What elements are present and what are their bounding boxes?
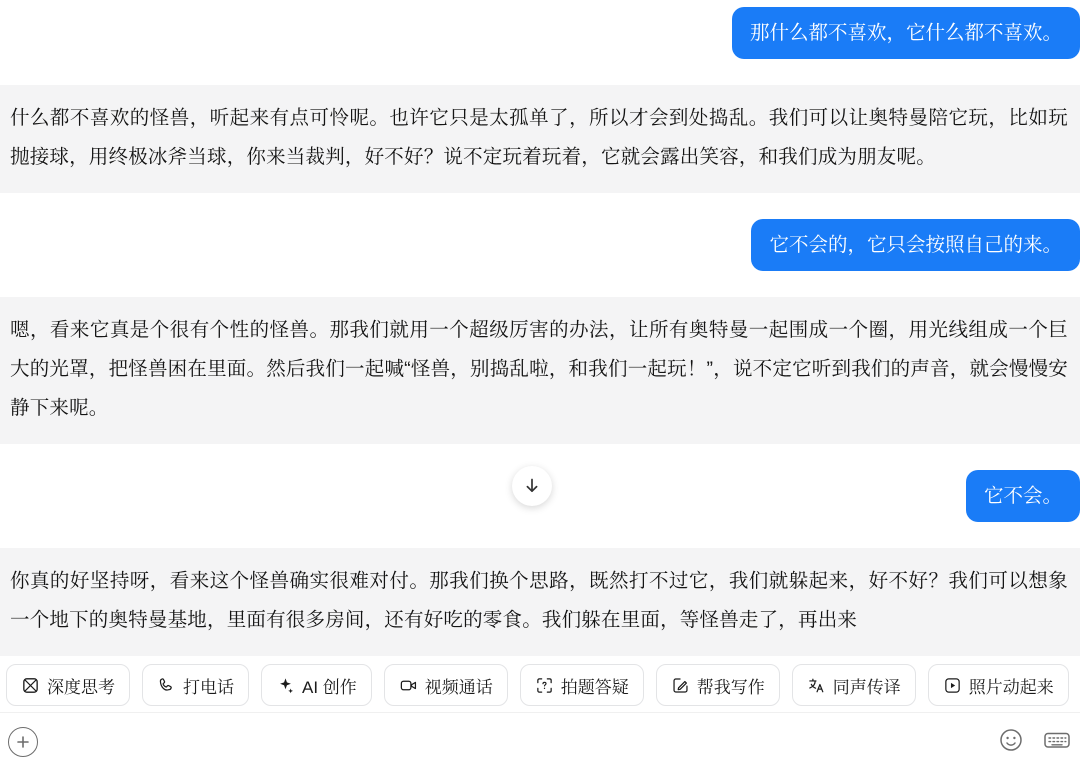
arrow-down-icon [522, 476, 542, 496]
chip-phone-call[interactable] [142, 664, 249, 706]
user-message-bubble: 它不会。 [966, 470, 1080, 522]
spacer [0, 0, 1080, 7]
deep-think-icon [21, 676, 40, 695]
chip-label: 拍题答疑 [560, 677, 629, 697]
spacer [0, 522, 1080, 548]
chip-video-call[interactable] [384, 664, 508, 706]
chip-translate[interactable] [792, 664, 916, 706]
message-row-assistant [0, 85, 1080, 193]
message-row-assistant [0, 297, 1080, 444]
user-message-bubble: 那什么都不喜欢，它什么都不喜欢。 [732, 7, 1080, 59]
scroll-to-bottom-button[interactable] [512, 466, 552, 506]
chip-scan-question[interactable] [520, 664, 644, 706]
chip-label: 帮我写作 [696, 677, 765, 697]
spacer [0, 271, 1080, 297]
assistant-message-bubble: 你真的好坚持呀，看来这个怪兽确实很难对付。那我们换个思路，既然打不过它，我们就躲起来，好不好？我们可以想象一个地下的奥特曼基地，里面有很多房间，还有好吃的零食。我们躲在里面，等怪兽走了，再出来 [0, 548, 1080, 656]
chip-label: 照片动起来 [968, 677, 1054, 697]
keyboard-icon[interactable] [1042, 725, 1072, 755]
spacer [0, 193, 1080, 219]
chip-label: 同声传译 [832, 677, 901, 697]
chip-photo-animate[interactable] [928, 664, 1069, 706]
emoji-icon[interactable] [996, 725, 1026, 755]
scan-question-icon [535, 676, 554, 695]
chip-label: 视频通话 [424, 677, 493, 697]
chip-label: 深度思考 [47, 677, 115, 697]
message-row-user [0, 7, 1080, 59]
message-row-assistant [0, 548, 1080, 656]
video-call-icon [399, 676, 418, 695]
chip-help-write[interactable] [656, 664, 780, 706]
sparkle-icon [276, 676, 295, 695]
phone-icon [157, 676, 176, 695]
spacer [0, 444, 1080, 470]
chip-label: 打电话 [183, 677, 234, 697]
user-message-bubble: 它不会的，它只会按照自己的来。 [751, 219, 1080, 271]
chip-deep-think[interactable] [6, 664, 130, 706]
add-icon[interactable] [8, 727, 38, 757]
assistant-message-bubble: 嗯，看来它真是个很有个性的怪兽。那我们就用一个超级厉害的办法，让所有奥特曼一起围成一个圈，用光线组成一个巨大的光罩，把怪兽困在里面。然后我们一起喊“怪兽，别捣乱啦，和我们一起玩！”，说不定它听到我们的声音，就会慢慢安静下来呢。 [0, 297, 1080, 444]
message-row-user [0, 219, 1080, 271]
bottom-bar-left [8, 727, 38, 757]
chip-label: AI 创作 [302, 677, 357, 697]
play-photo-icon [943, 676, 962, 695]
spacer [0, 59, 1080, 85]
translate-icon [807, 676, 826, 695]
quick-action-toolbar[interactable] [0, 656, 1080, 712]
bottom-bar-right [996, 725, 1072, 755]
bottom-bar [0, 712, 1080, 765]
pencil-square-icon [671, 676, 690, 695]
chip-ai-create[interactable] [261, 664, 372, 706]
assistant-message-bubble: 什么都不喜欢的怪兽，听起来有点可怜呢。也许它只是太孤单了，所以才会到处捣乱。我们可以让奥特曼陪它玩，比如玩抛接球，用终极冰斧当球，你来当裁判，好不好？说不定玩着玩着，它就会露出笑容，和我们成为朋友呢。 [0, 85, 1080, 193]
